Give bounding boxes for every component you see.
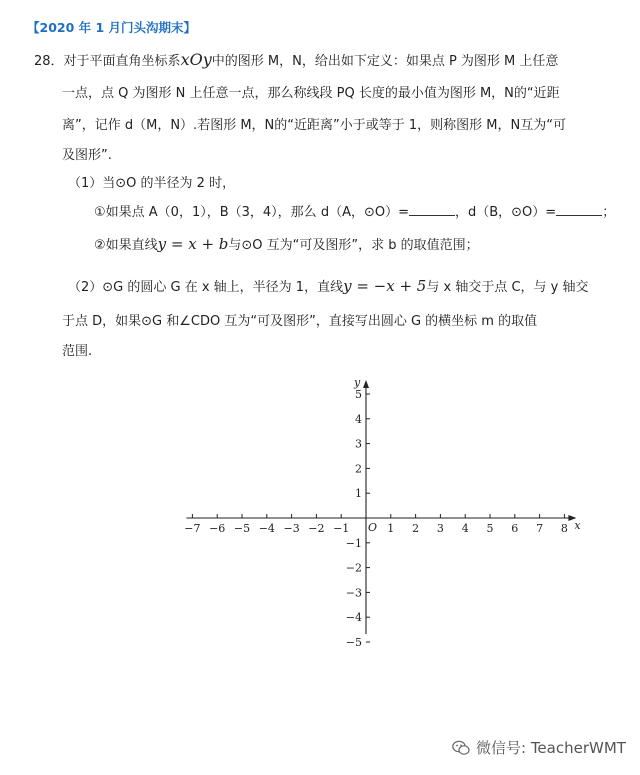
part2-line-2: 于点 D，如果⊙G 和∠CDO 互为“可及图形”，直接写出圆心 G 的横坐标 m 的取值: [62, 314, 538, 329]
origin-label: O: [368, 521, 378, 534]
q2-text-a: ②如果直线: [94, 238, 158, 253]
problem-number: 28．: [34, 54, 64, 69]
coord-system-label: xOy: [180, 50, 212, 69]
x-tick-label: −2: [308, 522, 325, 535]
x-tick-label: 1: [387, 522, 395, 535]
wechat-icon: [452, 740, 470, 756]
q1-text-a: ①如果点 A（0，1），B（3，4），那么 d（A，⊙O）=: [94, 205, 409, 220]
part1-label: （1）: [68, 176, 103, 191]
y-tick-label: 5: [355, 388, 362, 401]
x-tick-label: −4: [258, 522, 275, 535]
y-tick-label: 4: [355, 412, 362, 426]
part2-label: （2）: [68, 280, 103, 295]
x-tick-label: 6: [511, 522, 519, 535]
x-tick-label: −7: [184, 522, 201, 535]
x-tick-label: 3: [436, 522, 444, 535]
x-tick-label: −1: [333, 522, 350, 535]
y-tick-label: 2: [355, 462, 362, 476]
intro-text-1b: 中的图形 M，N，给出如下定义：如果点 P 为图形 M 上任意: [211, 54, 559, 69]
q1-text-b: ，d（B，⊙O）=: [454, 205, 557, 220]
exam-source-header: 【2020 年 1 月门头沟期末】: [27, 20, 197, 35]
watermark: [452, 737, 626, 758]
intro-text-1a: 对于平面直角坐标系: [63, 54, 181, 69]
problem-line-4: 及图形”.: [62, 148, 112, 163]
x-tick-label: 4: [461, 522, 469, 535]
axes-layer: [186, 376, 581, 634]
y-axis-label: y: [354, 376, 361, 389]
y-axis-arrow: [363, 380, 369, 388]
part1-text: 当⊙O 的半径为 2 时，: [102, 176, 236, 191]
x-tick-label: −3: [283, 522, 300, 535]
y-tick-label: 1: [355, 487, 362, 501]
line-equation-1: y = x + b: [157, 235, 229, 253]
y-tick-label: −1: [345, 536, 362, 550]
watermark-text: 微信号: TeacherWMT: [476, 739, 626, 757]
part2-text-b: 与 x 轴交于点 C，与 y 轴交: [426, 280, 589, 295]
q2-text-b: 与⊙O 互为“可及图形”，求 b 的取值范围；: [228, 238, 479, 253]
x-tick-label: 8: [560, 522, 568, 535]
x-tick-label: −5: [233, 522, 251, 535]
x-tick-label: 2: [412, 522, 420, 535]
problem-line-3: 离”，记作 d（M，N）.若图形 M，N的“近距离”小于或等于 1，则称图形 M，N互为“可: [62, 118, 566, 133]
y-tick-label: −4: [345, 611, 362, 625]
y-tick-label: −2: [345, 561, 362, 575]
y-tick-label: −5: [345, 636, 362, 649]
part2-text-a: ⊙G 的圆心 G 在 x 轴上，半径为 1，直线: [102, 280, 344, 295]
x-tick-label: −6: [209, 522, 226, 535]
x-tick-label: 7: [536, 522, 544, 535]
problem-line-2: 一点，点 Q 为图形 N 上任意一点，那么称线段 PQ 长度的最小值为图形 M，N的“近距: [62, 86, 560, 101]
y-tick-label: 3: [355, 437, 362, 451]
x-tick-label: 5: [486, 522, 494, 535]
part2-line-3: 范围.: [62, 344, 93, 359]
x-axis-label: x: [574, 519, 581, 532]
y-tick-label: −3: [345, 586, 362, 600]
q1-text-c: ；: [602, 205, 616, 220]
line-equation-2: y = −x + 5: [343, 277, 427, 295]
